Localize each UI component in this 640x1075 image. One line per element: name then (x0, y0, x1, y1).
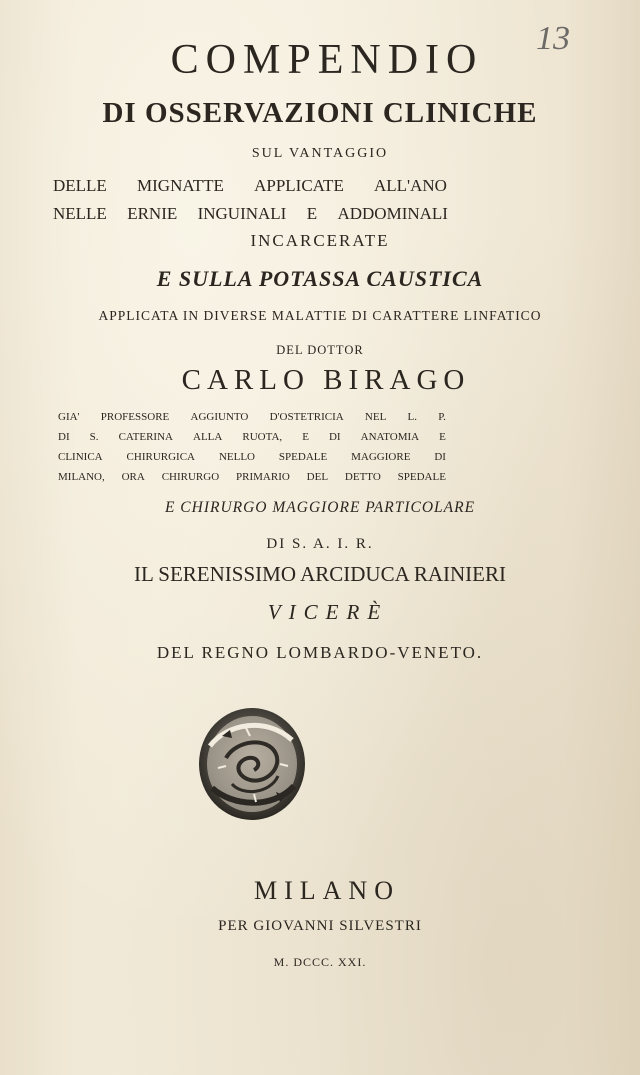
line-applicata: APPLICATA IN DIVERSE MALATTIE DI CARATTERE LINFATICO (98, 308, 542, 323)
word: ALL'ANO (374, 176, 447, 195)
book-title: COMPENDIO (170, 37, 484, 83)
word: P. (438, 411, 446, 423)
word: APPLICATE (254, 176, 344, 195)
line-chirurgo-maggiore: E CHIRURGO MAGGIORE PARTICOLARE (164, 499, 476, 516)
page-number: 13 (536, 20, 570, 57)
imprint-city: MILANO (254, 876, 400, 905)
word: ANATOMIA (360, 431, 420, 443)
line-vicere: VICERÈ (267, 600, 389, 624)
word: SPEDALE (397, 471, 446, 483)
word: CATERINA (118, 431, 173, 443)
line-ernie (53, 204, 448, 224)
word: DEL (306, 471, 329, 483)
word: NELLE (53, 204, 107, 223)
word: MILANO, (58, 471, 105, 483)
line-sair: DI S. A. I. R. (266, 536, 374, 552)
word: MAGGIORE (351, 451, 411, 463)
word: D'OSTETRICIA (269, 411, 344, 423)
word: L. (407, 411, 418, 423)
word: GIA' (58, 411, 80, 423)
word: ADDOMINALI (337, 204, 448, 223)
word: CLINICA (58, 451, 103, 463)
word: AGGIUNTO (190, 411, 249, 423)
word: E (439, 431, 446, 443)
word: SPEDALE (278, 451, 328, 463)
word: ERNIE (127, 204, 178, 223)
book-subtitle: DI OSSERVAZIONI CLINICHE (102, 97, 538, 129)
line-mignatte (53, 176, 447, 196)
line-incarcerate: INCARCERATE (250, 231, 390, 250)
word: DI (328, 431, 341, 443)
word: S. (89, 431, 99, 443)
word: PROFESSORE (100, 411, 170, 423)
author-name: CARLO BIRAGO (181, 364, 471, 396)
word: NEL (364, 411, 387, 423)
printer-emblem-icon (196, 706, 308, 822)
word: DETTO (344, 471, 381, 483)
word: DI (58, 431, 70, 443)
word: RUOTA, (242, 431, 283, 443)
word: MIGNATTE (137, 176, 224, 195)
imprint-year: M. DCCC. XXI. (273, 955, 367, 969)
line-potassa-caustica: E SULLA POTASSA CAUSTICA (156, 266, 484, 291)
credentials-line-3 (58, 451, 446, 463)
word: CHIRURGO (161, 471, 220, 483)
word: NELLO (218, 451, 255, 463)
word: DELLE (53, 176, 107, 195)
word: ORA (121, 471, 145, 483)
word: CHIRURGICA (126, 451, 195, 463)
credentials-line-1 (58, 411, 446, 423)
word: INGUINALI (197, 204, 287, 223)
credentials-line-2 (58, 431, 446, 443)
word: PRIMARIO (236, 471, 290, 483)
imprint-printer: PER GIOVANNI SILVESTRI (218, 918, 422, 934)
credentials-line-4 (58, 471, 446, 483)
word: E (302, 431, 309, 443)
line-del-dottor: DEL DOTTOR (276, 343, 364, 357)
word: ALLA (193, 431, 223, 443)
word: DI (434, 451, 446, 463)
line-arciduca: IL SERENISSIMO ARCIDUCA RAINIERI (134, 562, 506, 586)
line-sul-vantaggio: SUL VANTAGGIO (251, 146, 389, 161)
word: E (306, 204, 318, 223)
line-regno: DEL REGNO LOMBARDO-VENETO. (156, 643, 484, 662)
